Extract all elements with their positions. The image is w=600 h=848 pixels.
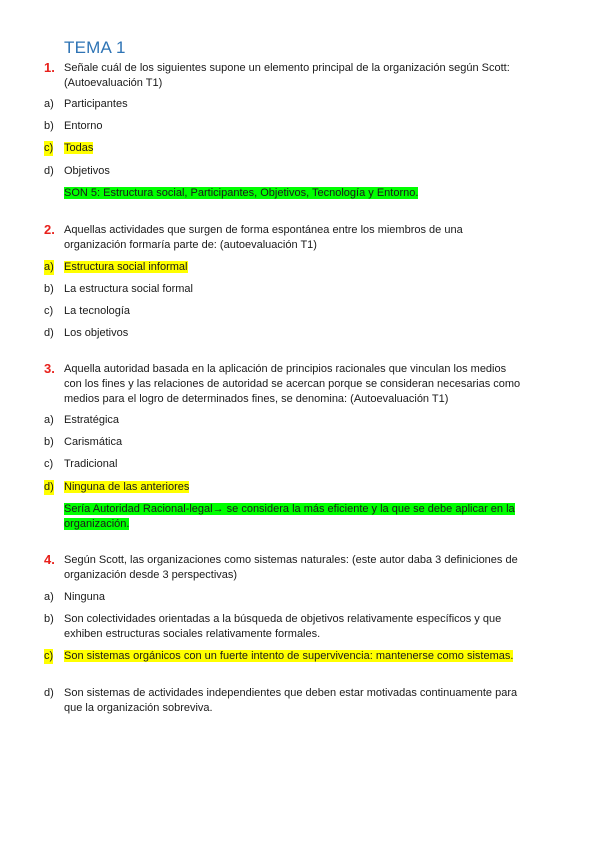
option-letter: c): [44, 650, 54, 662]
option-letter: b): [44, 120, 54, 132]
option-text: Son sistemas de actividades independientes que deben estar motivadas continuamente para que la organización sobreviva.: [64, 687, 518, 714]
option-c: [44, 457, 524, 472]
note-text: Sería Autoridad Racional-legal→ se considera la más eficiente y la que se debe aplicar en la organización.: [64, 503, 515, 530]
option-letter: b): [44, 436, 54, 448]
option-letter: a): [44, 591, 54, 603]
option-b: [44, 119, 524, 134]
option-letter: d): [44, 481, 54, 493]
option-letter: c): [44, 305, 54, 317]
answer-note: [64, 186, 524, 201]
question-number: 2.: [44, 222, 55, 237]
option-letter: b): [44, 613, 54, 625]
option-text: La tecnología: [64, 305, 131, 317]
question-text: Señale cuál de los siguientes supone un elemento principal de la organización según Scott: (Autoevaluación T1): [64, 62, 510, 89]
option-b: [44, 282, 524, 297]
option-letter: d): [44, 165, 54, 177]
option-d: [44, 686, 524, 716]
option-text: Tradicional: [64, 458, 118, 470]
option-a: [44, 413, 524, 428]
option-text: Carismática: [64, 436, 123, 448]
option-d: [44, 164, 524, 179]
option-a: [44, 97, 524, 112]
question-2: [44, 223, 524, 253]
question-4: [44, 553, 524, 583]
option-letter: c): [44, 142, 54, 154]
note-text: SON 5: Estructura social, Participantes, Objetivos, Tecnología y Entorno.: [64, 187, 419, 199]
option-text: Todas: [64, 142, 94, 154]
question-number: 1.: [44, 60, 55, 75]
option-a: [44, 590, 524, 605]
option-text: Estratégica: [64, 414, 120, 426]
option-letter: a): [44, 261, 54, 273]
question-text: Según Scott, las organizaciones como sistemas naturales: (este autor daba 3 definiciones de organización desde 3 perspectivas): [64, 554, 518, 581]
option-d-correct: [44, 480, 524, 495]
question-3: [44, 362, 524, 407]
option-letter: d): [44, 687, 54, 699]
option-c-correct: [44, 141, 524, 156]
option-b: [44, 435, 524, 450]
question-text: Aquellas actividades que surgen de forma espontánea entre los miembros de una organización formaría parte de: (autoevaluación T1): [64, 224, 463, 251]
option-letter: b): [44, 283, 54, 295]
option-d: [44, 326, 524, 341]
option-text: Ninguna de las anteriores: [64, 481, 190, 493]
option-text: Son sistemas orgánicos con un fuerte intento de supervivencia: mantenerse como sistemas.: [64, 650, 514, 662]
option-text: Entorno: [64, 120, 103, 132]
option-letter: a): [44, 98, 54, 110]
option-text: Ninguna: [64, 591, 105, 603]
option-text: La estructura social formal: [64, 283, 193, 295]
option-letter: d): [44, 327, 54, 339]
question-1: [44, 61, 524, 91]
question-number: 4.: [44, 552, 55, 567]
option-text: Son colectividades orientadas a la búsqueda de objetivos relativamente específicos y que exhiben estructuras sociales relativamente formales.: [64, 613, 502, 640]
option-text: Participantes: [64, 98, 128, 110]
question-number: 3.: [44, 361, 55, 376]
option-text: Los objetivos: [64, 327, 129, 339]
option-text: Estructura social informal: [64, 261, 188, 273]
option-b: [44, 612, 524, 642]
option-letter: c): [44, 458, 54, 470]
option-c: [44, 304, 524, 319]
page-title: TEMA 1: [64, 38, 126, 57]
option-a-correct: [44, 260, 524, 275]
question-text: Aquella autoridad basada en la aplicación de principios racionales que vinculan los medios con los fines y las relaciones de autoridad se acercan porque se consideran necesarias como medios para el logro de determinados fines, se denomina: (Autoevaluación T1): [64, 363, 521, 405]
option-letter: a): [44, 414, 54, 426]
option-c-correct: [44, 649, 524, 664]
option-text: Objetivos: [64, 165, 110, 177]
answer-note: [64, 502, 524, 532]
